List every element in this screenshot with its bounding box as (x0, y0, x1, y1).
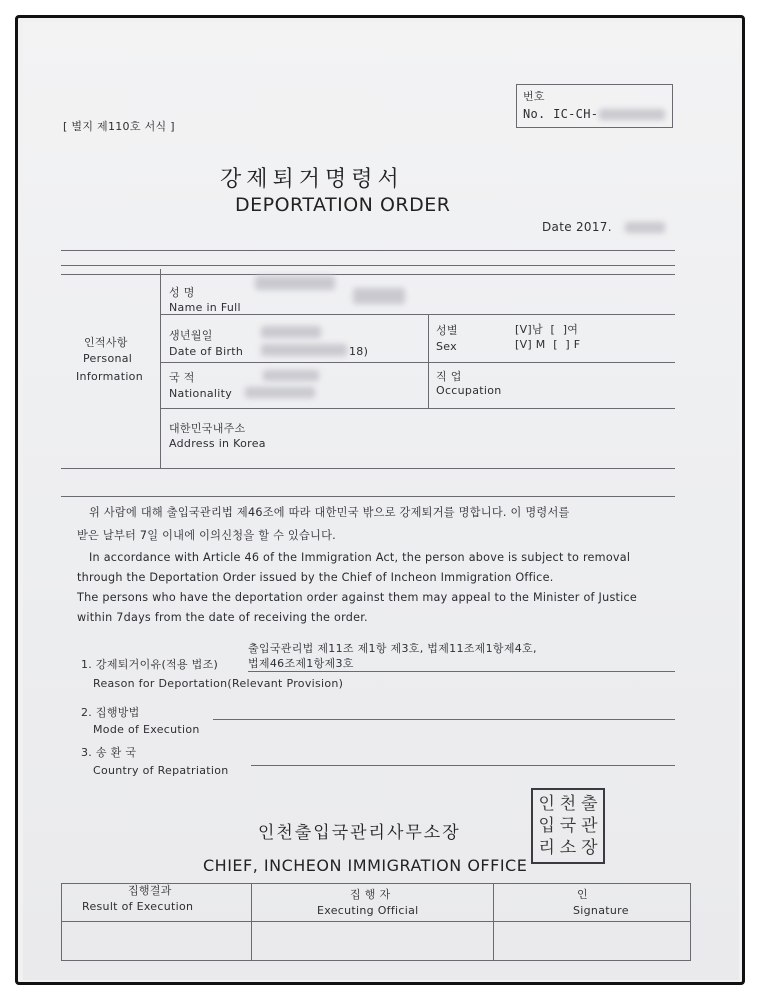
document-number-box (516, 84, 673, 128)
document-number: No. IC-CH- (523, 107, 599, 121)
result-header-ko: 집행결과 (128, 884, 172, 897)
body-ko-line-2: 받은 날부터 7일 이내에 이의신청을 할 수 있습니다. (77, 529, 336, 542)
table-col-divider (251, 884, 252, 960)
reason-value-line-1: 출입국관리법 제11조 제1항 제3호, 법제11조제1항제4호, (248, 642, 537, 655)
body-en-line-3: The persons who have the deportation order against them may appeal to the Minister of Justice (77, 591, 638, 604)
address-label-ko: 대한민국내주소 (169, 422, 246, 435)
redacted-nationality (245, 387, 315, 398)
title-english: DEPORTATION ORDER (235, 194, 451, 216)
redacted-nationality (263, 370, 319, 381)
number-label-ko: 번호 (523, 90, 545, 103)
dob-suffix: 18) (349, 345, 369, 358)
document-page (23, 22, 739, 980)
seal-char: 인 (538, 794, 555, 814)
table-top-border (61, 274, 675, 275)
seal-char: 소 (559, 838, 577, 858)
mode-label-en: Mode of Execution (93, 723, 200, 736)
office-name-korean: 인천출입국관리사무소장 (258, 823, 461, 843)
country-label-en: Country of Repatriation (93, 764, 229, 777)
title-korean: 강제퇴거명령서 (220, 167, 404, 192)
sex-label-en: Sex (436, 340, 457, 353)
date-label: Date 2017. (542, 220, 612, 234)
reason-underline (248, 671, 675, 672)
signature-header-en: Signature (573, 904, 629, 917)
dob-label-en: Date of Birth (169, 345, 244, 358)
table-divider (160, 269, 161, 469)
country-label-ko: 3. 송 환 국 (81, 746, 137, 759)
name-label-ko: 성 명 (169, 286, 195, 299)
table-col-divider (493, 884, 494, 960)
official-header-ko: 집 행 자 (350, 888, 391, 901)
sex-label-ko: 성별 (436, 324, 458, 337)
body-en-line-2: through the Deportation Order issued by the Chief of Incheon Immigration Office. (77, 571, 554, 584)
occupation-label-ko: 직 업 (436, 370, 462, 383)
body-en-line-1: In accordance with Article 46 of the Immigration Act, the person above is subject to removal (89, 551, 631, 564)
signature-header-ko: 인 (577, 888, 588, 901)
body-en-line-4: within 7days from the date of receiving the order. (77, 611, 368, 624)
seal-char: 장 (581, 838, 598, 858)
table-row-divider (160, 408, 675, 409)
name-label-en: Name in Full (169, 301, 241, 314)
seal-char: 입 (538, 816, 555, 836)
sex-options-en: [V] M [ ] F (515, 338, 581, 351)
official-header-en: Executing Official (317, 904, 419, 917)
redacted-name (353, 288, 405, 304)
body-ko-line-1: 위 사람에 대해 출입국관리법 제46조에 따라 대한민국 밖으로 강제퇴거를 명합니다. 이 명령서를 (89, 506, 570, 519)
table-row-divider (160, 362, 675, 363)
seal-char: 출 (581, 794, 598, 814)
mode-underline (213, 719, 675, 720)
seal-char: 관 (581, 816, 598, 836)
redacted-date (625, 222, 665, 233)
rule (61, 496, 675, 497)
redacted-dob (261, 344, 347, 356)
table-row-divider (62, 921, 690, 922)
result-header-en: Result of Execution (82, 900, 194, 913)
redacted-dob (261, 326, 321, 338)
address-label-en: Address in Korea (169, 437, 266, 450)
nationality-label-ko: 국 적 (169, 371, 195, 384)
redacted-name (255, 276, 335, 290)
table-col-divider (428, 314, 429, 408)
nationality-label-en: Nationality (169, 387, 233, 400)
occupation-label-en: Occupation (436, 384, 502, 397)
official-seal-stamp (531, 788, 605, 864)
table-bottom-border (61, 468, 675, 469)
form-code: [ 별지 제110호 서식 ] (63, 120, 175, 133)
office-name-english: CHIEF, INCHEON IMMIGRATION OFFICE (203, 856, 528, 875)
redacted-number (599, 109, 665, 120)
reason-label-ko: 1. 강제퇴거이유(적용 법조) (81, 658, 219, 671)
reason-value-line-2: 법제46조제1항제3호 (248, 657, 354, 670)
personal-info-label-ko: 인적사항 (84, 336, 128, 349)
rule (61, 265, 675, 266)
seal-char: 천 (559, 794, 577, 814)
personal-info-label-en-2: Information (76, 370, 143, 383)
photo-frame (15, 15, 745, 985)
reason-label-en: Reason for Deportation(Relevant Provision) (93, 677, 344, 690)
dob-label-ko: 생년월일 (169, 329, 213, 342)
mode-label-ko: 2. 집행방법 (81, 706, 140, 719)
personal-info-label-en-1: Personal (83, 352, 133, 365)
table-row-divider (160, 314, 675, 315)
country-underline (251, 765, 675, 766)
seal-char: 국 (559, 816, 577, 836)
sex-options-ko: [V]남 [ ]여 (515, 323, 579, 336)
rule (61, 250, 675, 251)
execution-table (61, 883, 691, 961)
seal-char: 리 (538, 838, 555, 858)
